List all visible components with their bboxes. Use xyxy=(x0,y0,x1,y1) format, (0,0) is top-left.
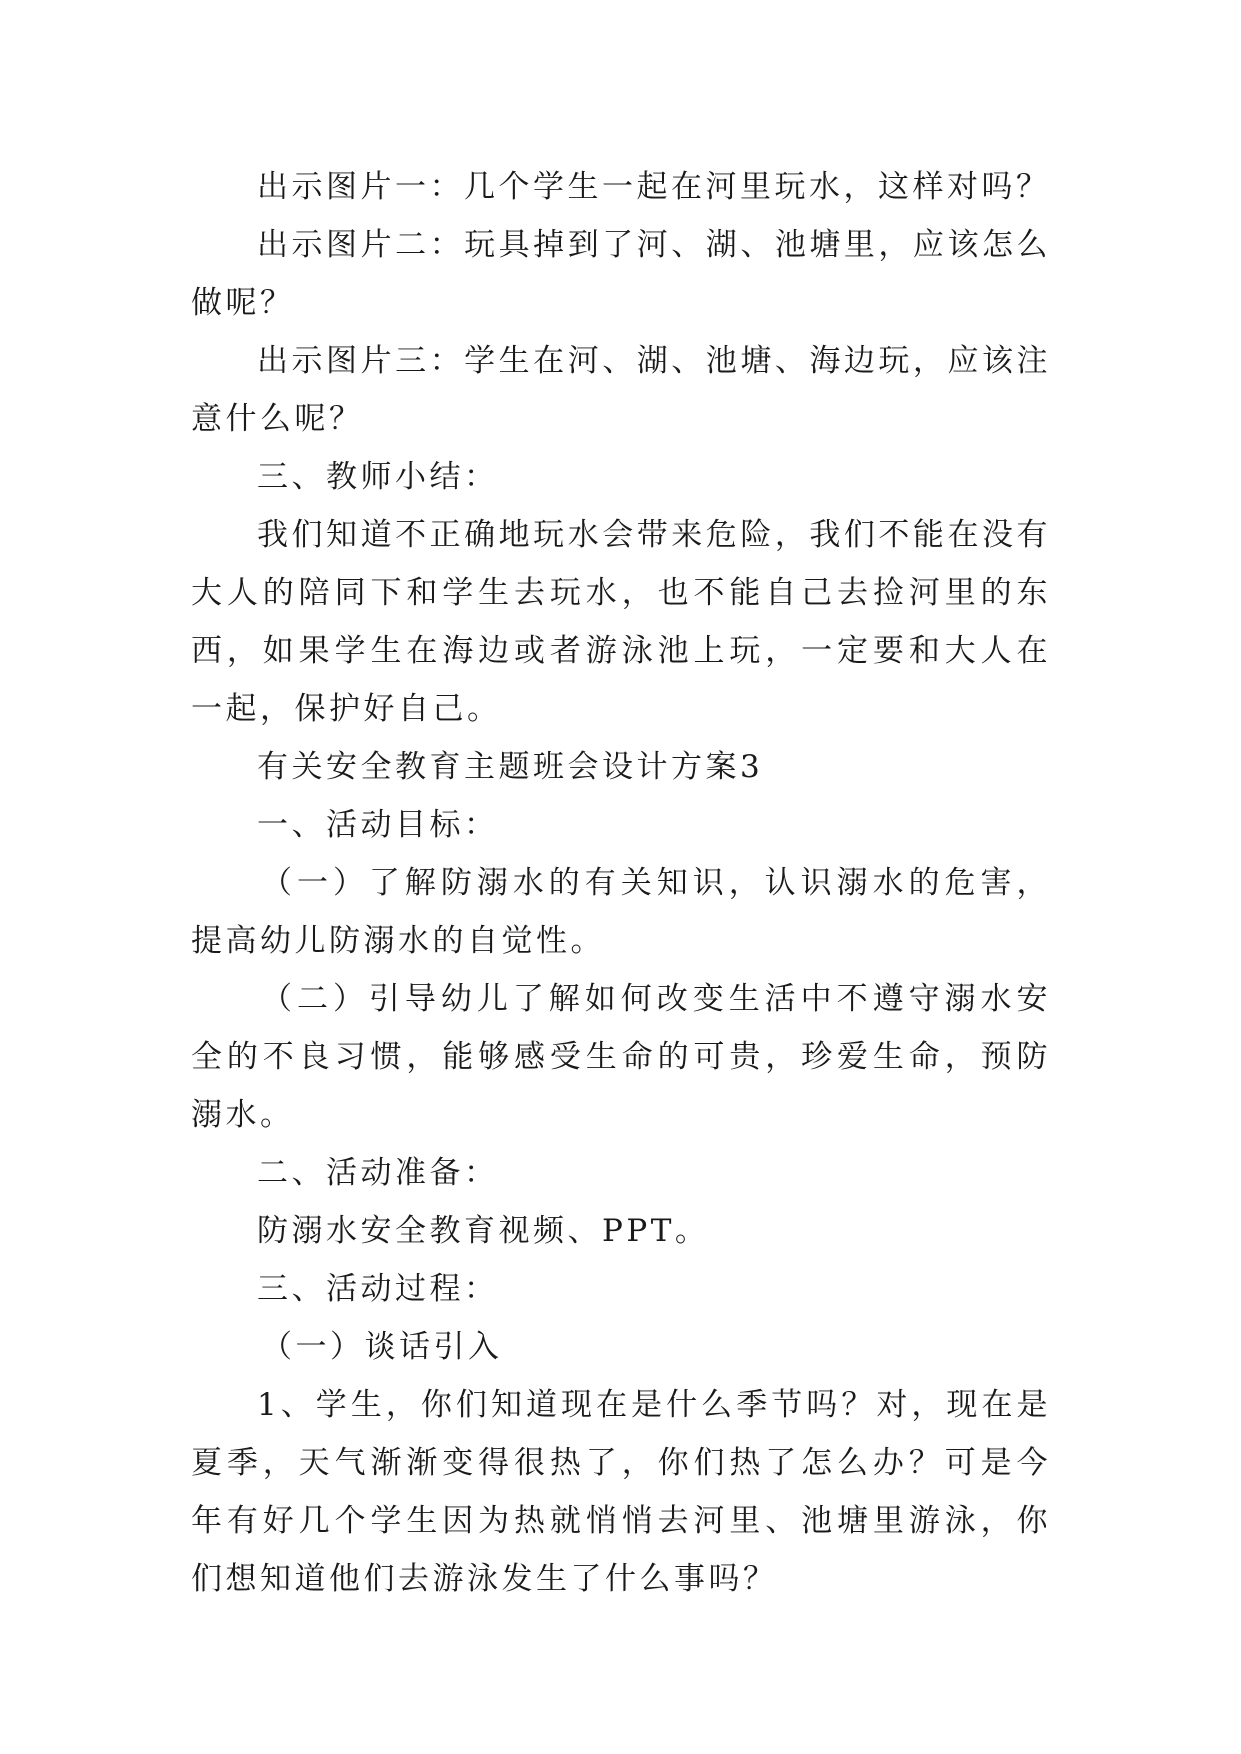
document-body xyxy=(191,158,1051,1608)
heading-teacher-summary: 三、教师小结： xyxy=(257,459,499,495)
paragraph-picture-one: 出示图片一：几个学生一起在河里玩水，这样对吗？ xyxy=(257,169,1051,205)
heading-activity-process: 三、活动过程： xyxy=(257,1271,499,1307)
section-title-plan-3: 有关安全教育主题班会设计方案3 xyxy=(257,749,764,785)
heading-activity-goals: 一、活动目标： xyxy=(257,807,499,843)
paragraph-picture-two: 出示图片二：玩具掉到了河、湖、池塘里，应该怎么做呢？ xyxy=(191,227,1051,321)
paragraph-picture-three: 出示图片三：学生在河、湖、池塘、海边玩，应该注意什么呢？ xyxy=(191,343,1051,437)
paragraph-summary: 我们知道不正确地玩水会带来危险，我们不能在没有大人的陪同下和学生去玩水，也不能自己去捡河里的东西，如果学生在海边或者游泳池上玩，一定要和大人在一起，保护好自己。 xyxy=(191,517,1051,727)
paragraph-intro-question: 1、学生，你们知道现在是什么季节吗？对，现在是夏季，天气渐渐变得很热了，你们热了怎么办？可是今年有好几个学生因为热就悄悄去河里、池塘里游泳，你们想知道他们去游泳发生了什么事吗？ xyxy=(191,1387,1051,1597)
subheading-talk-intro: （一）谈话引入 xyxy=(261,1329,503,1365)
paragraph-preparation: 防溺水安全教育视频、PPT。 xyxy=(257,1213,710,1249)
heading-activity-preparation: 二、活动准备： xyxy=(257,1155,499,1191)
paragraph-goal-two: （二）引导幼儿了解如何改变生活中不遵守溺水安全的不良习惯，能够感受生命的可贵，珍爱生命，预防溺水。 xyxy=(191,981,1051,1133)
paragraph-goal-one: （一）了解防溺水的有关知识，认识溺水的危害，提高幼儿防溺水的自觉性。 xyxy=(191,865,1051,959)
